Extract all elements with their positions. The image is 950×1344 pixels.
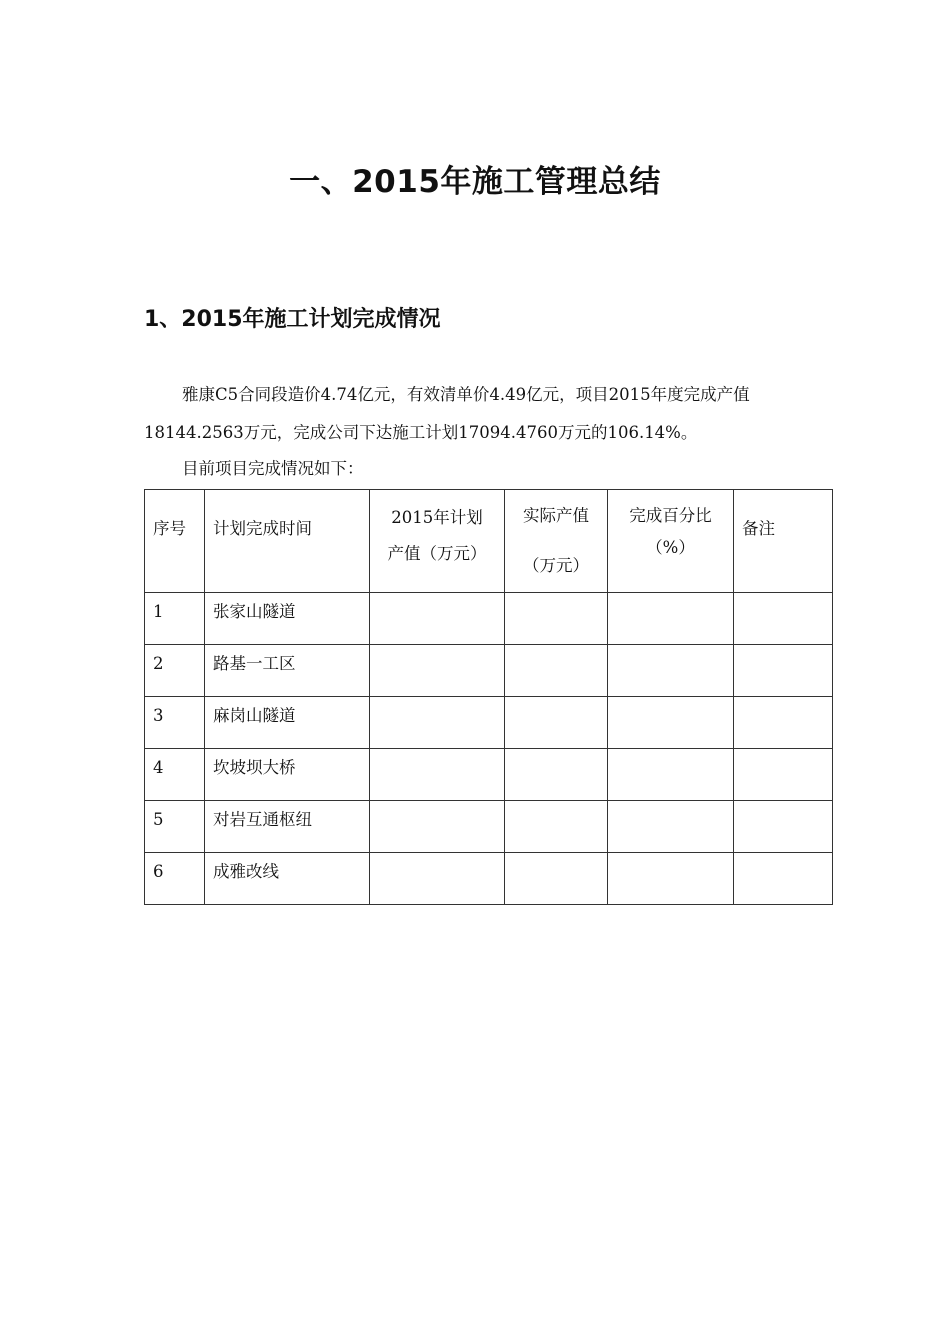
cell-name: 坎坡坝大桥	[205, 749, 370, 801]
header-percent-line2: （%）	[646, 538, 695, 557]
cell-percent	[608, 697, 734, 749]
cell-percent	[608, 645, 734, 697]
cell-actual	[505, 853, 608, 905]
header-plan-value-line1: 2015年计划	[391, 508, 483, 527]
summary-paragraph	[144, 376, 824, 452]
cell-percent	[608, 801, 734, 853]
cell-seq: 2	[145, 645, 205, 697]
cell-name: 路基一工区	[205, 645, 370, 697]
header-plan-value	[370, 490, 505, 593]
table-header-row	[145, 490, 833, 593]
cell-remark	[734, 645, 833, 697]
cell-actual	[505, 801, 608, 853]
cell-name: 张家山隧道	[205, 593, 370, 645]
table-row	[145, 697, 833, 749]
cell-seq: 5	[145, 801, 205, 853]
cell-seq: 3	[145, 697, 205, 749]
cell-seq: 4	[145, 749, 205, 801]
table-row	[145, 853, 833, 905]
page-title: 一、2015年施工管理总结	[289, 164, 661, 200]
header-actual-value-line2: （万元）	[523, 556, 589, 575]
summary-text: 雅康C5合同段造价4.74亿元，有效清单价4.49亿元，项目2015年度完成产值18144.2563万元，完成公司下达施工计划17094.4760万元的106.14%。	[144, 385, 750, 442]
cell-remark	[734, 593, 833, 645]
cell-plan	[370, 593, 505, 645]
cell-remark	[734, 801, 833, 853]
cell-plan	[370, 697, 505, 749]
cell-remark	[734, 749, 833, 801]
cell-name: 对岩互通枢纽	[205, 801, 370, 853]
cell-remark	[734, 853, 833, 905]
header-plan-time: 计划完成时间	[205, 490, 370, 593]
header-actual-value	[505, 490, 608, 593]
table-row	[145, 645, 833, 697]
cell-percent	[608, 853, 734, 905]
header-percent	[608, 490, 734, 593]
header-remark: 备注	[734, 490, 833, 593]
header-seq: 序号	[145, 490, 205, 593]
table-row	[145, 749, 833, 801]
cell-actual	[505, 645, 608, 697]
header-plan-value-line2: 产值（万元）	[387, 544, 487, 563]
cell-plan	[370, 853, 505, 905]
table-row	[145, 593, 833, 645]
cell-seq: 1	[145, 593, 205, 645]
cell-actual	[505, 697, 608, 749]
header-percent-line1: 完成百分比	[629, 506, 712, 525]
cell-percent	[608, 593, 734, 645]
cell-actual	[505, 749, 608, 801]
cell-name: 麻岗山隧道	[205, 697, 370, 749]
cell-plan	[370, 801, 505, 853]
section-heading: 1、2015年施工计划完成情况	[144, 307, 441, 332]
header-actual-value-line1: 实际产值	[523, 506, 589, 525]
table-row	[145, 801, 833, 853]
cell-plan	[370, 749, 505, 801]
cell-remark	[734, 697, 833, 749]
cell-plan	[370, 645, 505, 697]
cell-actual	[505, 593, 608, 645]
intro-text: 目前项目完成情况如下：	[182, 459, 364, 478]
intro-paragraph	[144, 450, 824, 488]
cell-percent	[608, 749, 734, 801]
progress-table	[144, 489, 833, 905]
cell-name: 成雅改线	[205, 853, 370, 905]
cell-seq: 6	[145, 853, 205, 905]
